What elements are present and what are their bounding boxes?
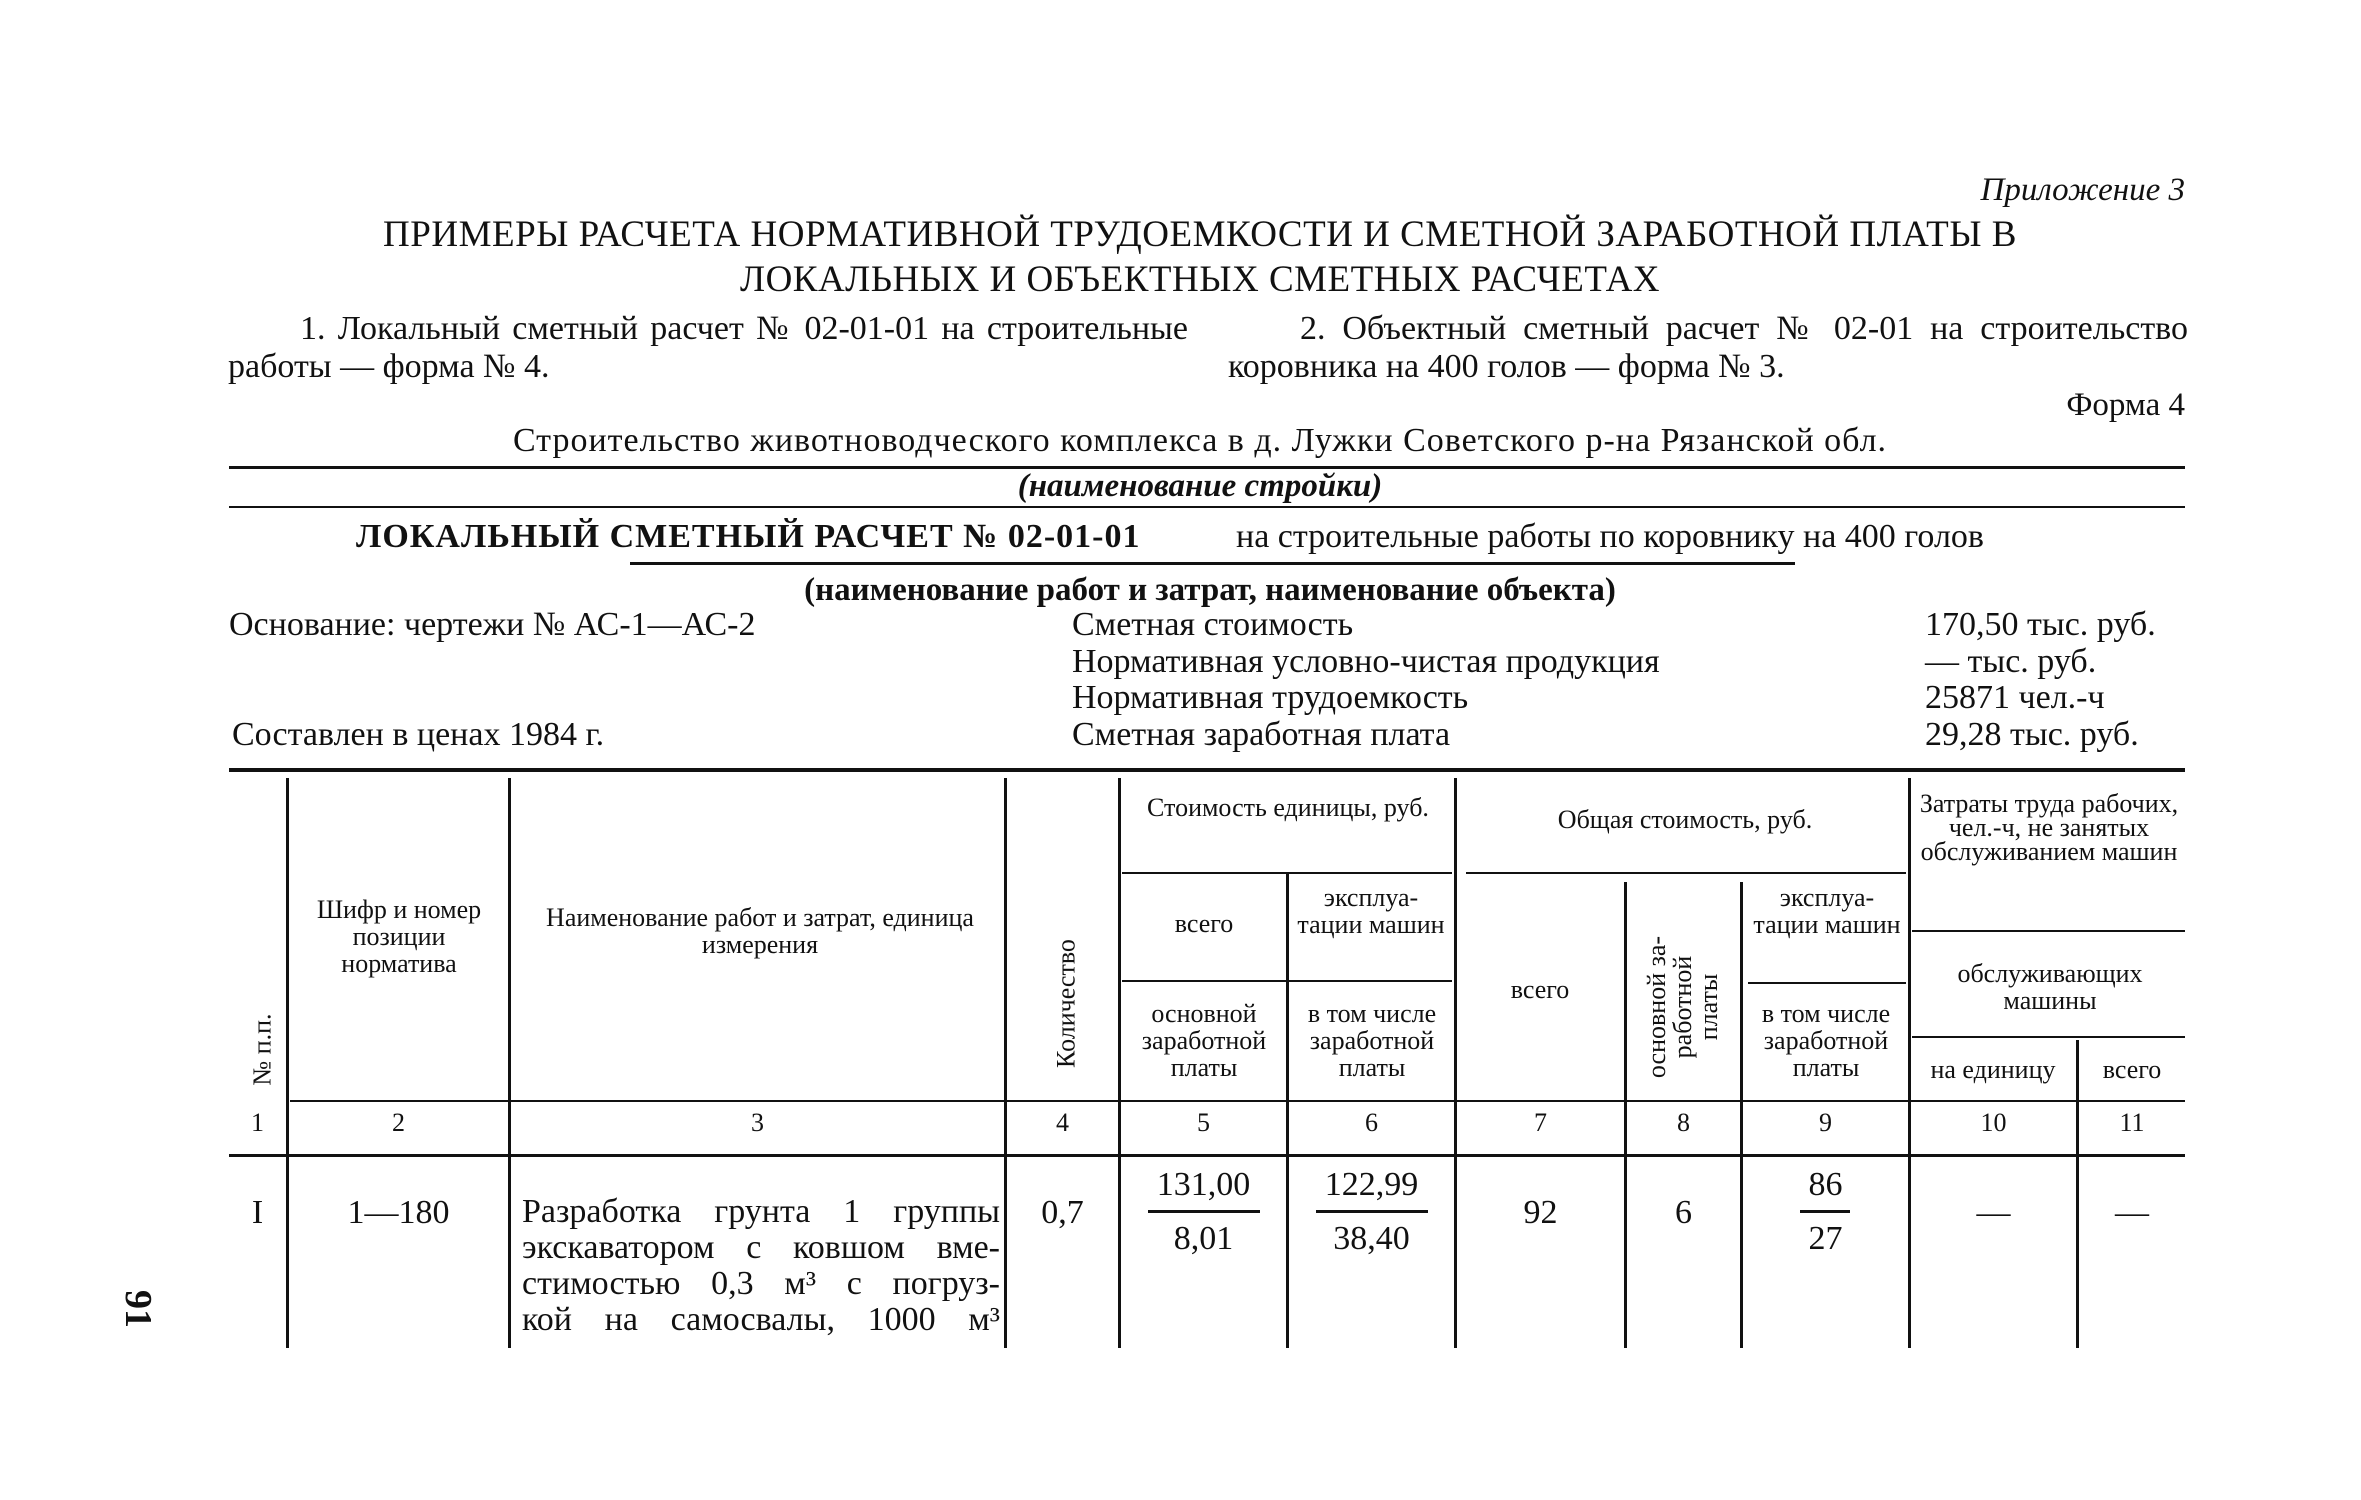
summary-label-wage: Сметная заработная плата <box>1072 716 1451 753</box>
col-number-2: 2 <box>392 1108 405 1137</box>
header-total-machines: эксплуа-тации машин <box>1753 883 1901 939</box>
row1-labor-per-unit: — <box>1976 1194 2011 1231</box>
header-labor-service: обслуживающих машины <box>1957 959 2143 1015</box>
header-unit-machines: эксплуа-тации машин <box>1297 883 1445 939</box>
construction-name: Строительство животноводческого комплекса в д. Лужки Советского р-на Рязанской обл. <box>512 422 1888 459</box>
summary-label-net-product: Нормативная условно-чистая продукция <box>1072 643 1660 680</box>
header-total-all: всего <box>1510 975 1570 1004</box>
row1-work-name-line-2: экскаватором с ковшом вме- <box>522 1229 1000 1266</box>
appendix-label: Приложение 3 <box>1980 172 2185 208</box>
col-divider-2 <box>508 778 511 1348</box>
estimate-subject-underline <box>630 562 1795 565</box>
col-divider-3 <box>1004 778 1007 1348</box>
row1-qty: 0,7 <box>1041 1194 1084 1231</box>
row1-total-basic-wage: 6 <box>1675 1194 1692 1231</box>
construction-caption-rule <box>229 506 2185 508</box>
table-header-bottom-rule <box>290 1100 2185 1102</box>
col-number-5: 5 <box>1197 1108 1210 1137</box>
summary-value-cost: 170,50 тыс. руб. <box>1925 606 2156 643</box>
header-num: № п.п. <box>247 1013 277 1086</box>
form-label: Форма 4 <box>2066 387 2185 423</box>
header-unit-cost: Стоимость единицы, руб. <box>1147 793 1429 822</box>
row1-num: I <box>251 1194 264 1231</box>
page-title-line-2: ЛОКАЛЬНЫХ И ОБЪЕКТНЫХ СМЕТНЫХ РАСЧЕТАХ <box>739 259 1661 300</box>
col-divider-4 <box>1118 778 1121 1348</box>
row1-unit-machines-wage: 38,40 <box>1333 1220 1410 1257</box>
summary-value-net-product: — тыс. руб. <box>1925 643 2097 680</box>
col-number-9: 9 <box>1819 1108 1832 1137</box>
page-number: 91 <box>117 1290 159 1328</box>
estimate-prices: Составлен в ценах 1984 г. <box>232 716 605 753</box>
col-number-3: 3 <box>751 1108 764 1137</box>
row1-code: 1—180 <box>347 1194 450 1231</box>
header-unit-total: всего <box>1174 909 1234 938</box>
row1-work-name-line-4: кой на самосвалы, 1000 м³ <box>522 1301 1000 1338</box>
row1-work-name <box>522 1194 1000 1338</box>
estimate-subject: на строительные работы по коровнику на 400 голов <box>1236 518 1984 555</box>
summary-label-cost: Сметная стоимость <box>1072 606 1354 643</box>
header-labor: Затраты труда рабочих, чел.-ч, не занятых обслуживанием машин <box>1919 789 2179 866</box>
labor-rule <box>1912 930 2185 932</box>
col-number-8: 8 <box>1677 1108 1690 1137</box>
row1-work-name-line-3: стимостью 0,3 м³ с погруз- <box>522 1265 1000 1302</box>
row1-total-machines: 86 <box>1808 1166 1843 1203</box>
table-top-rule <box>229 768 2185 772</box>
row1-unit-machines: 122,99 <box>1324 1166 1419 1203</box>
row1-unit-fraction-line <box>1148 1210 1260 1213</box>
summary-value-labor: 25871 чел.-ч <box>1925 679 2105 716</box>
machines-mid-rule <box>1748 982 1906 984</box>
col-number-1: 1 <box>251 1108 264 1137</box>
summary-label-labor: Нормативная трудоемкость <box>1072 679 1469 716</box>
row1-total-all: 92 <box>1523 1194 1558 1231</box>
col-divider-1 <box>286 778 289 1348</box>
estimate-caption: (наименование работ и затрат, наименование объекта) <box>804 572 1616 608</box>
row1-unit-total: 131,00 <box>1156 1166 1251 1203</box>
estimate-title: ЛОКАЛЬНЫЙ СМЕТНЫЙ РАСЧЕТ № 02-01-01 <box>356 518 1141 555</box>
header-name: Наименование работ и затрат, единица измерения <box>546 903 974 959</box>
header-all: всего <box>2102 1055 2162 1084</box>
row1-unit-machines-fraction-line <box>1316 1210 1428 1213</box>
row1-total-machines-fraction-line <box>1800 1210 1850 1213</box>
total-cost-rule <box>1466 872 1906 874</box>
header-code: Шифр и номер позиции норматива <box>316 895 482 978</box>
row1-unit-wage: 8,01 <box>1173 1220 1234 1257</box>
col-number-6: 6 <box>1365 1108 1378 1137</box>
col-divider-6 <box>1454 778 1457 1348</box>
col-number-11: 11 <box>2119 1108 2145 1137</box>
header-qty: Количество <box>1051 939 1081 1068</box>
col-number-7: 7 <box>1534 1108 1547 1137</box>
row1-total-machines-wage: 27 <box>1808 1220 1843 1257</box>
header-unit-basic-wage: основной заработной платы <box>1141 999 1267 1082</box>
construction-caption: (наименование стройки) <box>1017 468 1383 504</box>
header-unit-machines-wage: в том числе заработной платы <box>1307 999 1437 1082</box>
labor-service-rule <box>1912 1036 2185 1038</box>
row1-labor-all: — <box>2115 1194 2149 1231</box>
header-total-basic-wage: основной за-работной платы <box>1642 935 1723 1079</box>
header-total-machines-wage: в том числе заработной платы <box>1761 999 1891 1082</box>
header-per-unit: на единицу <box>1930 1055 2056 1084</box>
summary-value-wage: 29,28 тыс. руб. <box>1925 716 2139 753</box>
row1-work-name-line-1: Разработка грунта 1 группы <box>522 1193 1000 1230</box>
estimate-basis: Основание: чертежи № АС-1—АС-2 <box>229 606 756 643</box>
col-number-4: 4 <box>1056 1108 1069 1137</box>
item-2-text: 2. Объектный сметный расчет № 02-01 на строительство коровника на 400 голов — форма № 3. <box>1228 310 2188 385</box>
col-number-10: 10 <box>1980 1108 2007 1137</box>
page-title-line-1: ПРИМЕРЫ РАСЧЕТА НОРМАТИВНОЙ ТРУДОЕМКОСТИ И СМЕТНОЙ ЗАРАБОТНОЙ ПЛАТЫ В <box>383 214 2017 255</box>
header-total-cost: Общая стоимость, руб. <box>1557 805 1813 834</box>
item-1-text: 1. Локальный сметный расчет № 02-01-01 на строительные работы — форма № 4. <box>228 310 1188 385</box>
table-colnum-bottom-rule <box>229 1154 2185 1157</box>
